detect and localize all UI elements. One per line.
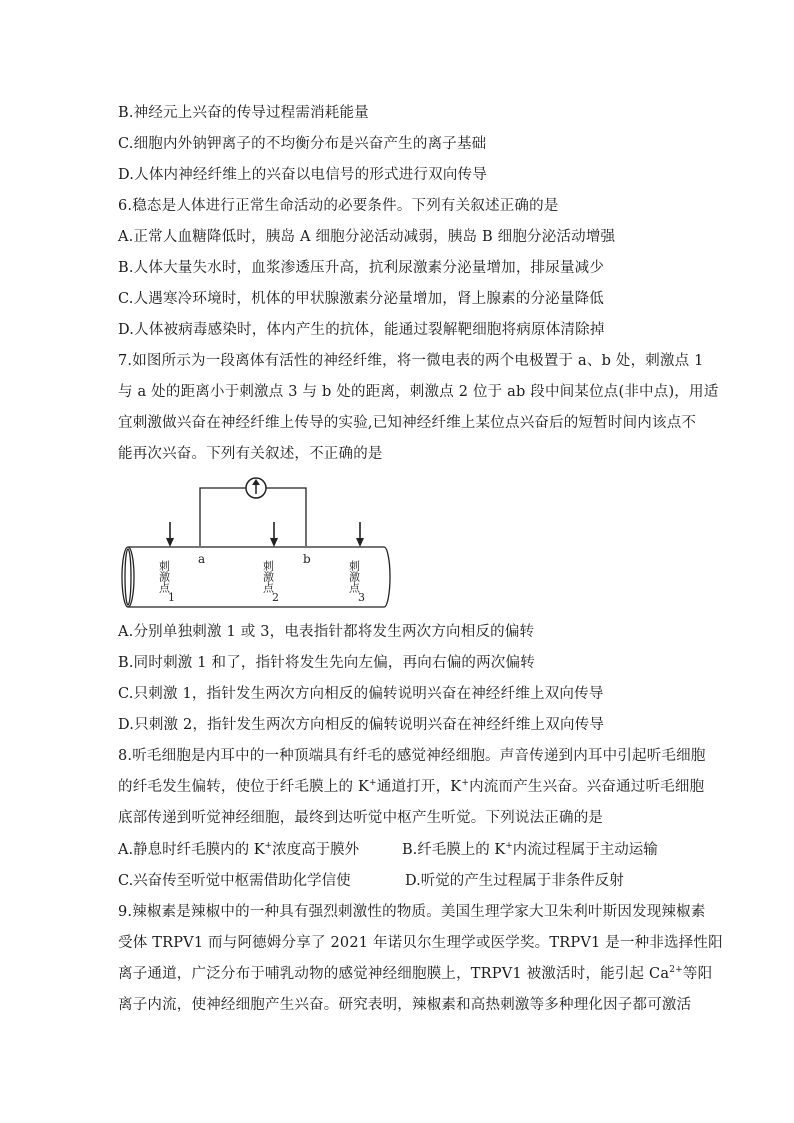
- electrode-b-label: b: [303, 552, 311, 566]
- q8-stem-line-3: 底部传递到听觉神经细胞，最终到达听觉中枢产生听觉。下列说法正确的是: [118, 810, 604, 826]
- q8-option-c: C.兴奋传至听觉中枢需借助化学信使: [118, 873, 351, 889]
- q9-stem-line-4: 离子内流，使神经细胞产生兴奋。研究表明，辣椒素和高热刺激等多种理化因子都可激活: [118, 997, 692, 1013]
- electrode-a-label: a: [198, 552, 206, 566]
- q6-option-c: C.人遇寒冷环境时，机体的甲状腺激素分泌量增加，肾上腺素的分泌量降低: [118, 291, 604, 307]
- stim-point-3-number: 3: [358, 591, 365, 604]
- stim-label-2: 刺激点: [261, 560, 275, 593]
- q7-stem-line-4: 能再次兴奋。下列有关叙述，不正确的是: [118, 446, 383, 462]
- q7-option-a: A.分别单独刺激 1 或 3，电表指针都将发生两次方向相反的偏转: [118, 624, 535, 640]
- q7-option-c: C.只刺激 1，指针发生两次方向相反的偏转说明兴奋在神经纤维上双向传导: [118, 686, 604, 702]
- q7-option-d: D.只刺激 2，指针发生两次方向相反的偏转说明兴奋在神经纤维上双向传导: [118, 717, 605, 733]
- q6-option-a: A.正常人血糖降低时，胰岛 A 细胞分泌活动减弱，胰岛 B 细胞分泌活动增强: [118, 229, 616, 245]
- q8-option-b: B.纤毛膜上的 K+内流过程属于主动运输: [402, 841, 658, 858]
- q7-stem-line-1: 7.如图所示为一段离体有活性的神经纤维，将一微电表的两个电极置于 a、b 处，刺激点 1: [118, 353, 704, 369]
- galvanometer-icon: [246, 478, 266, 498]
- q9-stem-line-3: 离子通道，广泛分布于哺乳动物的感觉神经细胞膜上，TRPV1 被激活时，能引起 $Ca^{2+}$等阳: [118, 965, 713, 982]
- stim-label-1-char-1: 刺激点: [157, 560, 171, 593]
- q7-option-b: B.同时刺激 1 和了，指针将发生先向左偏，再向右偏的两次偏转: [118, 655, 535, 671]
- q5-option-b: B.神经元上兴奋的传导过程需消耗能量: [118, 105, 369, 121]
- q8-stem-line-1: 8.听毛细胞是内耳中的一种顶端具有纤毛的感觉神经细胞。声音传递到内耳中引起听毛细胞: [118, 748, 706, 764]
- stim-point-2-number: 2: [272, 591, 279, 604]
- q8-stem-line-2: 的纤毛发生偏转，使位于纤毛膜上的 K+通道打开，K+内流而产生兴奋。兴奋通过听毛细胞: [118, 778, 705, 795]
- stim-label-3: 刺激点: [347, 560, 361, 593]
- stim-arrow-2: [270, 522, 278, 547]
- stim-arrow-1: [166, 522, 174, 547]
- q7-stem-line-3: 宜刺激做兴奋在神经纤维上传导的实验,已知神经纤维上某位点兴奋后的短暂时间内该点不: [118, 415, 697, 431]
- q6-option-d: D.人体被病毒感染时，体内产生的抗体，能通过裂解靶细胞将病原体清除掉: [118, 322, 605, 338]
- q5-option-d: D.人体内神经纤维上的兴奋以电信号的形式进行双向传导: [118, 167, 487, 183]
- q9-stem-line-2: 受体 TRPV1 而与阿德姆分享了 2021 年诺贝尔生理学或医学奖。TRPV1 是一种非选择性阳: [118, 935, 723, 951]
- stim-arrow-3: [356, 522, 364, 547]
- q8-option-d: D.听觉的产生过程属于非条件反射: [405, 873, 624, 889]
- q8-option-a: A.静息时纤毛膜内的 K+浓度高于膜外: [118, 841, 360, 858]
- q6-option-b: B.人体大量失水时，血浆渗透压升高，抗利尿激素分泌量增加，排尿量减少: [118, 260, 605, 276]
- q6-stem: 6.稳态是人体进行正常生命活动的必要条件。下列有关叙述正确的是: [118, 198, 559, 214]
- q9-stem-line-1: 9.辣椒素是辣椒中的一种具有强烈刺激性的物质。美国生理学家大卫朱利叶斯因发现辣椒素: [118, 904, 706, 920]
- nerve-fiber-figure: [118, 474, 394, 610]
- stim-point-1-number: 1: [168, 591, 175, 604]
- q7-stem-line-2: 与 a 处的距离小于刺激点 3 与 b 处的距离，刺激点 2 位于 ab 段中间某位点(非中点)，用适: [118, 384, 719, 400]
- q5-option-c: C.细胞内外钠钾离子的不均衡分布是兴奋产生的离子基础: [118, 136, 487, 152]
